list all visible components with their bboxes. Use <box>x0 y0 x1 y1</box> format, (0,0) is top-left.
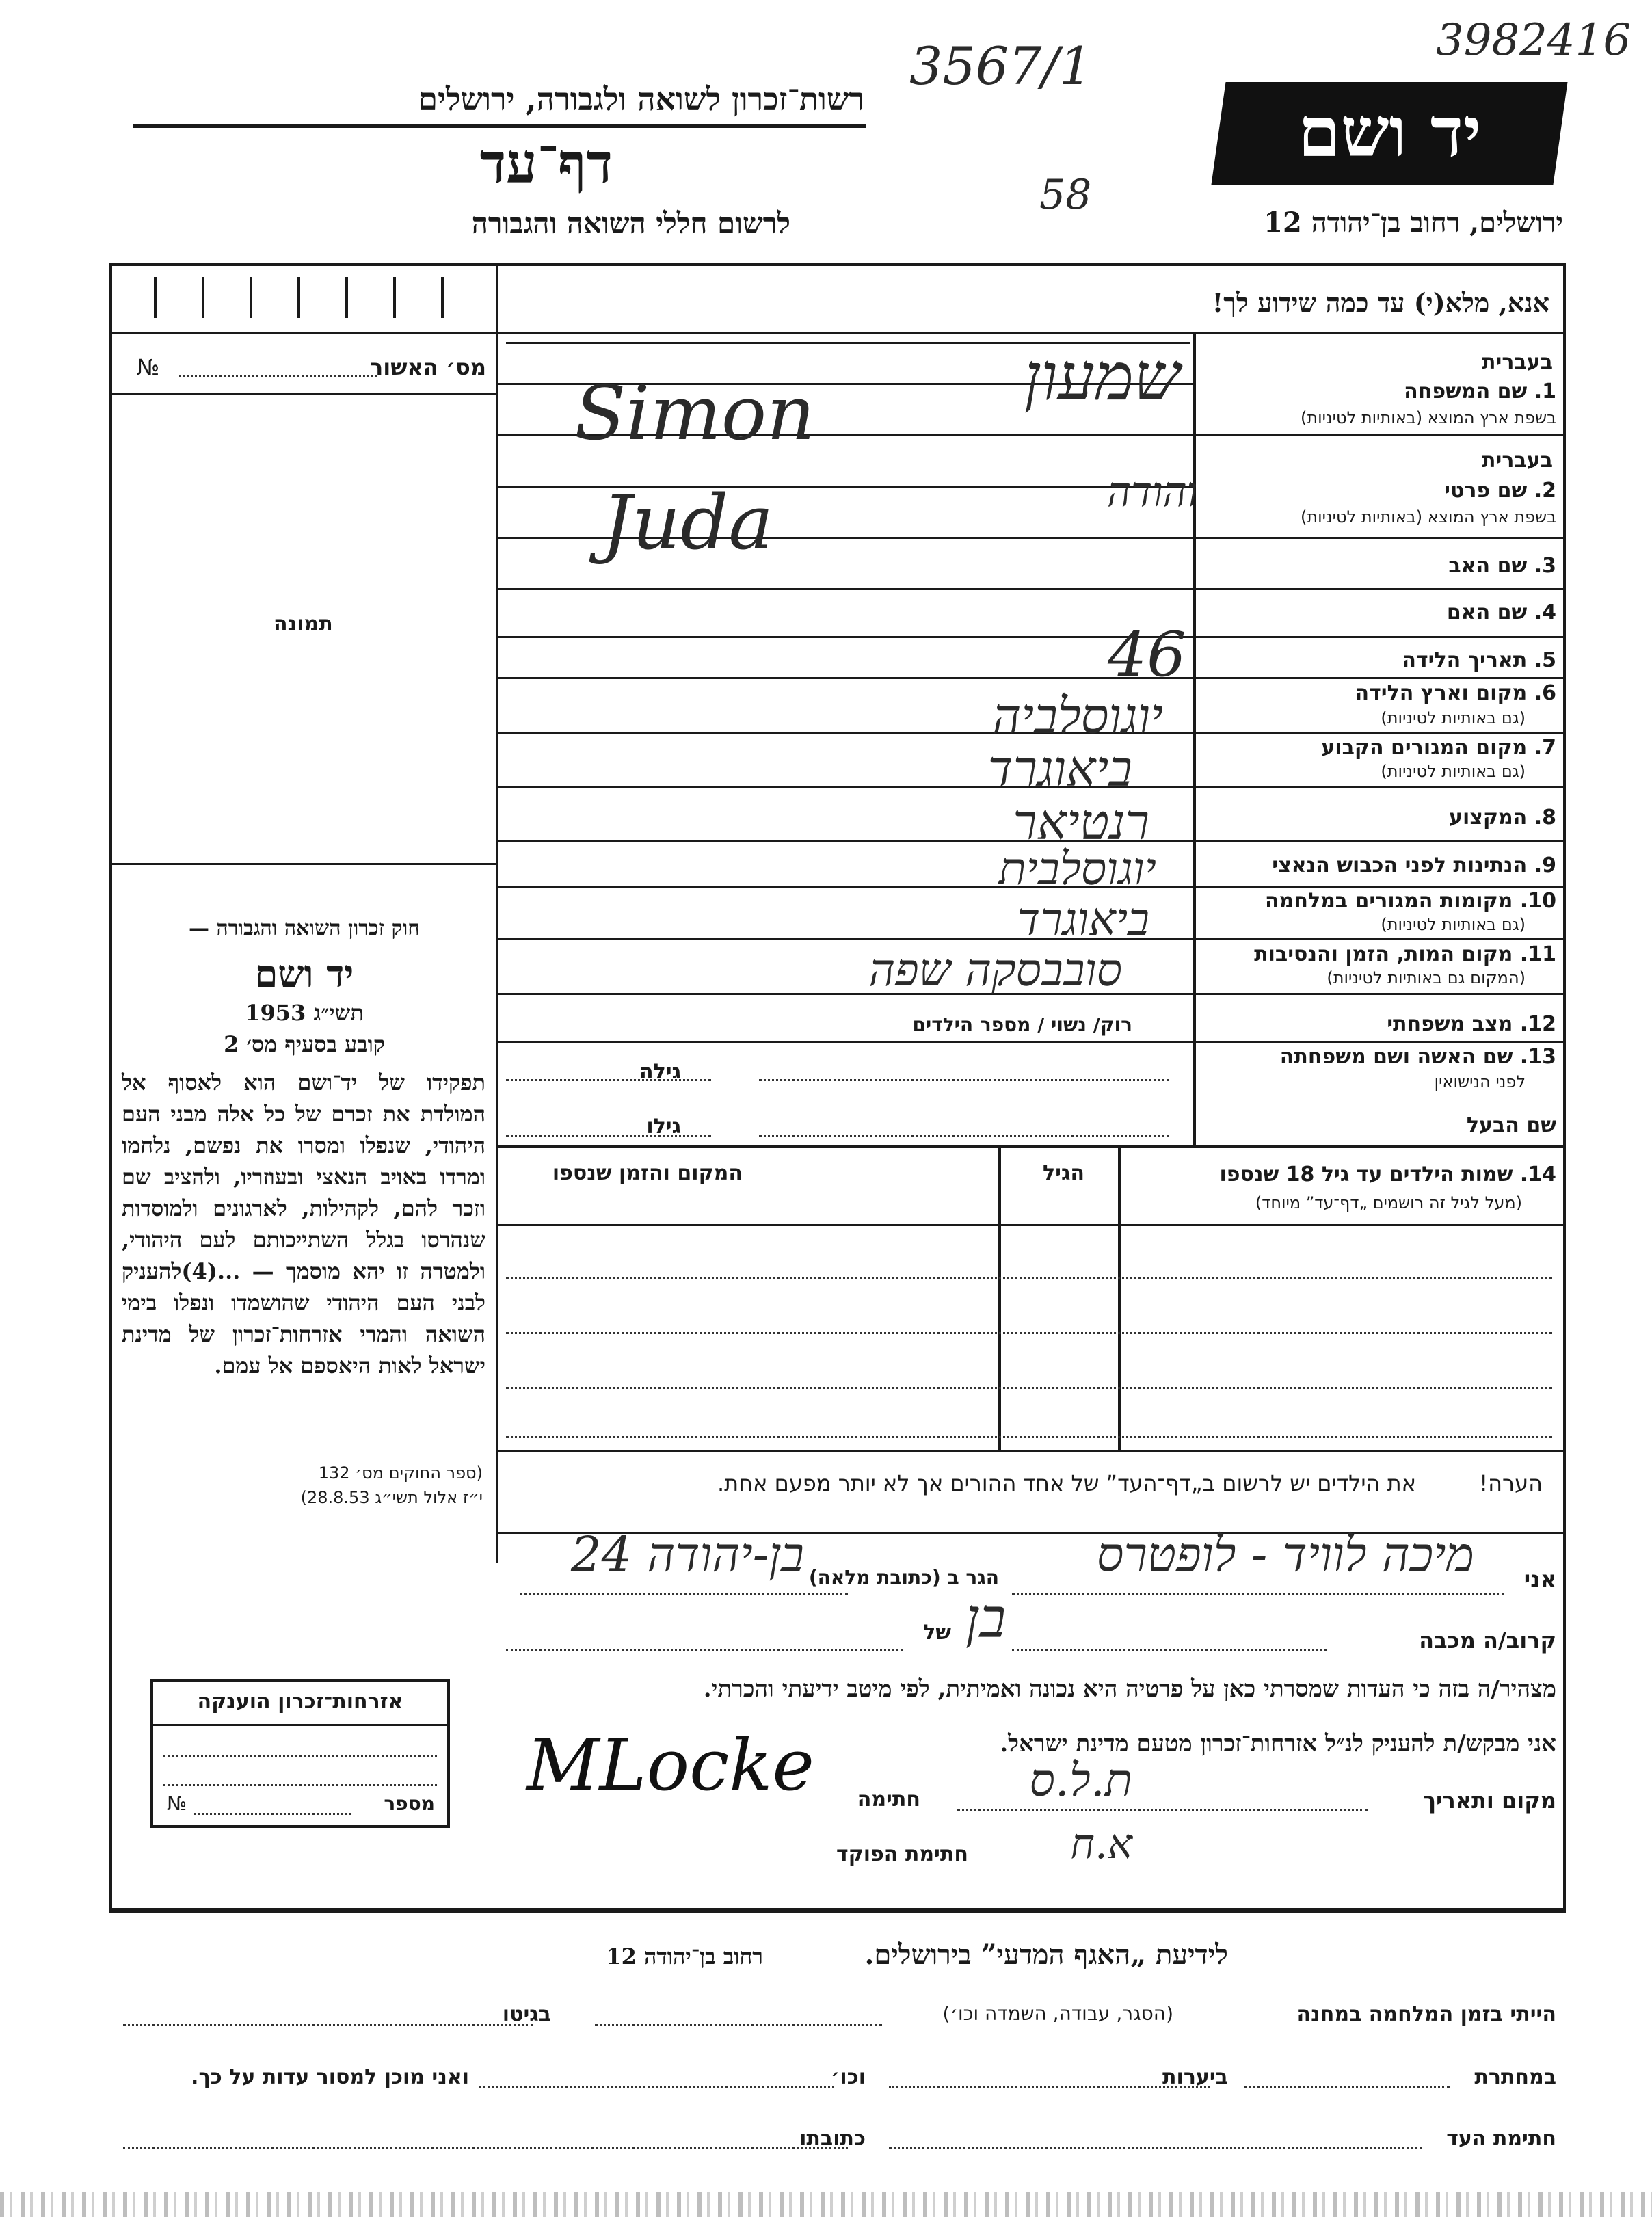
footer-etc-label: וכו׳ <box>831 2065 866 2089</box>
birth-place-value[interactable]: יוגוסלביה <box>992 687 1163 745</box>
field-9-label: 9. הנתינות לפני הכבוש הנאצי <box>1272 853 1556 877</box>
archive-number: 3982416 <box>1436 15 1631 66</box>
child-row[interactable] <box>506 1387 1552 1389</box>
field-13-label: 13. שם האשה ושם משפחתה <box>1279 1045 1556 1069</box>
husband-age-label: גילו <box>646 1115 681 1139</box>
child-row[interactable] <box>506 1436 1552 1438</box>
wife-age-label: גילה <box>639 1060 681 1084</box>
wartime-residence-value[interactable]: ביאוגרד <box>1017 893 1149 946</box>
law-body: תפקידו של יד־ושם הוא לאסוף אל המולדת את זכרם של כל אלה מבני העם היהודי, שנפלו ומסרו את נפשם, נלחמו ומרדו באויב הנאצי ובעוזריו, ולהציב שם וזכר להם, לקהילות, לארגונים ולמוסדות שנהרסו בגלל השתייכותם לעם היהודי, ולמטרה זו יהא מוסמך — ...(4)להעניק לבני העם היהודי שהושמדו ונפלו בימי השואה והמרי אזרחות־זכרון של מדינת ישראל לאות היאספם אל עמם. <box>122 1070 485 1379</box>
child-row[interactable] <box>506 1277 1552 1279</box>
children-age-header: הגיל <box>1043 1161 1084 1185</box>
residence-value[interactable]: ביאוגרד <box>987 740 1132 797</box>
wife-age-field[interactable] <box>506 1079 711 1081</box>
citizenship-box-title: אזרחות־זכרון הוענקה <box>197 1690 403 1714</box>
declarant-address[interactable]: בן-יהודה 24 <box>571 1526 804 1582</box>
children-table-bottom <box>496 1450 1563 1452</box>
footer-witness-signature-label: חתימת העד <box>1446 2127 1556 2151</box>
declarant-signature[interactable]: MLocke <box>527 1723 814 1807</box>
field-4-label: 4. שם האם <box>1446 600 1556 624</box>
request-text: אני מבקש/ת להעניק לנ״ל אזרחות־זכרון מטעם מדינת ישראל. <box>1000 1730 1556 1757</box>
children-names-header: 14. שמות הילדים עד גיל 18 שנספו <box>1219 1163 1556 1186</box>
form-subtitle: לרשום חללי השואה והגבורה <box>471 207 790 240</box>
scan-edge-noise <box>0 2192 1652 2217</box>
law-clause: קובע בסעיף מס׳ 2 <box>224 1031 385 1057</box>
footer-ghetto-label: בגיטו <box>502 2002 551 2026</box>
note-title: הערה! <box>1479 1470 1543 1496</box>
officer-signature-label: חתימת הפוקד <box>836 1842 968 1866</box>
law-year: תשי״ג 1953 <box>245 1000 364 1026</box>
footer-heading: לידיעת „האגף המדעי” בירושלים. <box>864 1939 1228 1971</box>
code-boxes <box>154 277 448 318</box>
field-5-label: 5. תאריך הלידה <box>1402 648 1556 672</box>
nationality-value[interactable]: יוגוסלבית <box>998 842 1156 895</box>
profession-value[interactable]: רנטיאר <box>1013 793 1149 851</box>
field-12-label: 12. מצב משפחתי <box>1387 1012 1556 1036</box>
authority-name: רשות־זכרון לשואה ולגבורה, ירושלים <box>418 81 864 118</box>
family-name-hebrew[interactable]: שמעון <box>1024 338 1180 415</box>
footer-underground-label: במחתרת <box>1474 2065 1556 2089</box>
husband-label: שם הבעל <box>1466 1113 1556 1137</box>
wife-name-field[interactable] <box>759 1079 1169 1081</box>
mother-name-field[interactable] <box>498 595 1193 633</box>
declarant-name[interactable]: מיכה לוויד - לופטרס <box>1096 1526 1474 1582</box>
note-text: את הילדים יש לרשום ב„דף־העד” של אחד ההורים אך לא יותר מפעם אחת. <box>717 1470 1416 1496</box>
intro-rule <box>109 332 1563 334</box>
file-number: 3567/1 <box>909 36 1093 96</box>
footer-forests-label: ביערות <box>1162 2065 1228 2089</box>
law-ref-1: (ספר החוקים מס׳ 132 <box>318 1463 483 1483</box>
footer-ghetto-field[interactable] <box>123 2024 533 2026</box>
photo-label: תמונה <box>274 612 333 636</box>
children-table-top <box>496 1145 1563 1148</box>
relation-label: קרוב/ה מכבה <box>1419 1628 1556 1654</box>
field-3-label: 3. שם האב <box>1448 554 1556 578</box>
field-6-label: 6. מקום וארץ הלידה <box>1355 681 1556 705</box>
marital-status-options[interactable]: רוק/ נשוי / מספר הילדים <box>912 1013 1132 1036</box>
father-name-field[interactable] <box>498 547 1193 585</box>
first-name-latin[interactable]: Juda <box>602 479 773 566</box>
law-name: יד ושם <box>254 952 354 996</box>
birth-date-value[interactable]: 46 <box>1108 619 1186 691</box>
children-place-header: המקום והזמן שנספו <box>552 1161 743 1185</box>
field-7-label: 7. מקום המגורים הקבוע <box>1321 736 1556 760</box>
footer-rule <box>109 1908 1563 1911</box>
declarant-i-label: אני <box>1523 1566 1556 1592</box>
of-label: של <box>923 1621 951 1645</box>
footer-camp-field[interactable] <box>595 2024 882 2026</box>
law-title: חוק זכרון השואה והגבורה — <box>189 916 420 940</box>
header-rule <box>133 124 866 128</box>
approval-label: מס׳ האשור <box>369 354 486 380</box>
declarant-address-label: הגר ב (כתובת מלאה) <box>808 1566 999 1589</box>
yad-vashem-logo <box>1211 82 1567 185</box>
relation-value[interactable]: בן <box>965 1587 1006 1650</box>
declaration-text: מצהיר/ה בזה כי העדות שמסרתי כאן על פרטיה היא נכונה ואמיתית, לפי מיטב ידיעתי והכרתי. <box>703 1675 1556 1703</box>
approval-no-sign: № <box>137 354 160 380</box>
footer-ready-text: ואני מוכן למסור עדות על כך. <box>191 2065 469 2089</box>
husband-name-field[interactable] <box>759 1135 1169 1137</box>
place-date-label: מקום ותאריך <box>1423 1788 1556 1814</box>
citizenship-number-field[interactable] <box>194 1813 351 1815</box>
page-mark: 58 <box>1039 171 1092 219</box>
death-place-value[interactable]: סובבסקה שפה <box>868 944 1122 996</box>
first-name-hebrew[interactable]: והודה <box>1107 468 1197 516</box>
header-address: ירושלים, רחוב בן־יהודה 12 <box>1264 207 1563 239</box>
family-name-latin[interactable]: Simon <box>574 369 815 457</box>
field-8-label: 8. המקצוע <box>1448 806 1556 829</box>
child-row[interactable] <box>506 1332 1552 1334</box>
footer-camp-label: הייתי בזמן המלחמה במחנה <box>1296 2002 1556 2026</box>
form-title: דף־עד <box>479 131 613 196</box>
footer-witness-address-label: כתובתו <box>799 2127 866 2151</box>
citizenship-box: אזרחות־זכרון הוענקה № מספר <box>150 1679 450 1828</box>
photo-area-bottom <box>109 863 498 865</box>
approval-number-field[interactable] <box>179 375 377 377</box>
footer-address: רחוב בן־יהודה 12 <box>606 1943 763 1969</box>
law-ref-2: י״ז אלול תשי״ג 28.8.53) <box>300 1488 483 1507</box>
children-names-note: (מעל לגיל זה רושמים „דף־עד” מיוחד) <box>1255 1193 1522 1212</box>
husband-age-field[interactable] <box>506 1135 711 1137</box>
intro-text: אנא, מלא(י) עד כמה שידוע לך! <box>1212 287 1549 318</box>
signature-label: חתימה <box>857 1788 920 1811</box>
label-column-divider <box>1193 334 1196 1145</box>
field-11-label: 11. מקום המות, הזמן והנסיבות <box>1254 942 1556 966</box>
officer-signature-value[interactable]: א.ח <box>1070 1820 1132 1868</box>
place-date-value[interactable]: ת.ל.ס <box>1029 1754 1132 1807</box>
approval-rule <box>109 393 498 395</box>
logo-text: יד ושם <box>1298 92 1482 172</box>
left-column-divider <box>496 263 498 1563</box>
field-10-label: 10. מקומות המגורים במלחמה <box>1265 889 1556 913</box>
footer-camp-types: (הסגר, עבודה, השמדה וכו׳) <box>942 2002 1173 2025</box>
